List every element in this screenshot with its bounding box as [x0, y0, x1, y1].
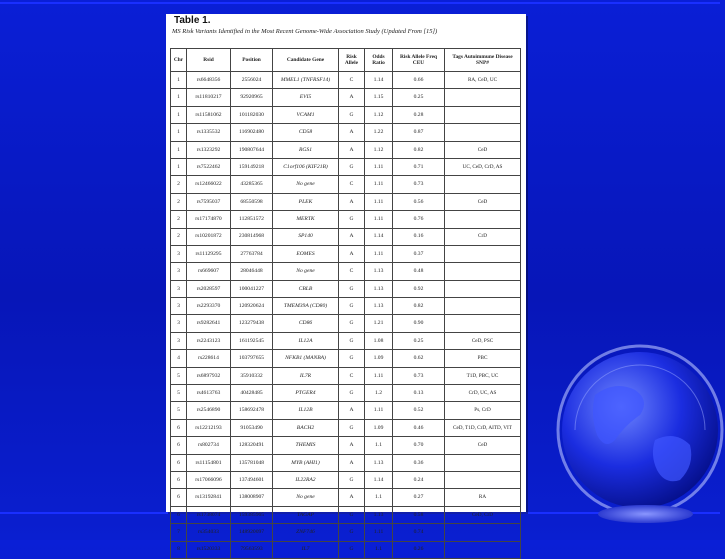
cell-position: 135781048 — [231, 454, 273, 471]
cell-disease — [445, 263, 521, 280]
table-caption: MS Risk Variants Identified in the Most Recent Genome-Wide Association Study (Updated From [15]) — [172, 28, 438, 35]
cell-risk-allele: C — [339, 367, 365, 384]
cell-chr: 1 — [171, 72, 187, 89]
cell-chr: 3 — [171, 315, 187, 332]
table-header-row — [171, 49, 521, 72]
cell-position: 148920097 — [231, 524, 273, 541]
cell-rsid: rs12212193 — [187, 419, 231, 436]
table-row — [171, 280, 521, 297]
cell-chr: 3 — [171, 280, 187, 297]
cell-gene: RGS1 — [273, 141, 339, 158]
cell-chr: 1 — [171, 158, 187, 175]
table-row — [171, 158, 521, 175]
cell-position: 35910332 — [231, 367, 273, 384]
cell-odds-ratio: 1.11 — [365, 158, 393, 175]
cell-chr: 6 — [171, 437, 187, 454]
table-row — [171, 367, 521, 384]
cell-gene: No gene — [273, 489, 339, 506]
column-header: Tags Autoimmune Disease SNP# — [445, 49, 521, 72]
cell-risk-allele: A — [339, 228, 365, 245]
cell-gene: IL12B — [273, 402, 339, 419]
cell-position: 158692478 — [231, 402, 273, 419]
cell-gene: TMEM39A (CD80) — [273, 298, 339, 315]
cell-rsid: rs9282641 — [187, 315, 231, 332]
cell-allele-freq: 0.82 — [393, 298, 445, 315]
cell-position: 159385965 — [231, 506, 273, 523]
cell-risk-allele: G — [339, 419, 365, 436]
globe-icon — [555, 345, 725, 515]
cell-risk-allele: G — [339, 506, 365, 523]
cell-position: 91053490 — [231, 419, 273, 436]
cell-odds-ratio: 1.11 — [365, 211, 393, 228]
cell-odds-ratio: 1.11 — [365, 402, 393, 419]
cell-risk-allele: A — [339, 89, 365, 106]
cell-chr: 3 — [171, 245, 187, 262]
table-row — [171, 106, 521, 123]
cell-odds-ratio: 1.11 — [365, 245, 393, 262]
cell-gene: BACH2 — [273, 419, 339, 436]
cell-disease — [445, 89, 521, 106]
cell-gene: VCAM1 — [273, 106, 339, 123]
cell-position: 92920965 — [231, 89, 273, 106]
cell-allele-freq: 0.58 — [393, 506, 445, 523]
cell-odds-ratio: 1.21 — [365, 315, 393, 332]
cell-odds-ratio: 1.12 — [365, 106, 393, 123]
cell-allele-freq: 0.76 — [393, 211, 445, 228]
cell-position: 79563593 — [231, 541, 273, 558]
cell-odds-ratio: 1.11 — [365, 367, 393, 384]
column-header: Chr — [171, 49, 187, 72]
cell-gene: No gene — [273, 263, 339, 280]
globe-stand — [598, 505, 693, 523]
cell-rsid: rs4613763 — [187, 385, 231, 402]
cell-allele-freq: 0.28 — [393, 106, 445, 123]
cell-rsid: rs11581062 — [187, 106, 231, 123]
cell-chr: 3 — [171, 263, 187, 280]
cell-rsid: rs7595037 — [187, 193, 231, 210]
cell-disease: Ps, CrD — [445, 402, 521, 419]
cell-disease — [445, 106, 521, 123]
cell-position: 43285365 — [231, 176, 273, 193]
cell-position: 161192545 — [231, 332, 273, 349]
table-title: Table 1. — [174, 15, 211, 26]
cell-gene: PTGER4 — [273, 385, 339, 402]
cell-risk-allele: G — [339, 471, 365, 488]
cell-allele-freq: 0.70 — [393, 437, 445, 454]
cell-gene: THEMIS — [273, 437, 339, 454]
table-row — [171, 315, 521, 332]
cell-allele-freq: 0.74 — [393, 524, 445, 541]
table-row — [171, 193, 521, 210]
column-header: Position — [231, 49, 273, 72]
cell-risk-allele: A — [339, 402, 365, 419]
cell-disease — [445, 245, 521, 262]
cell-risk-allele: A — [339, 437, 365, 454]
cell-disease — [445, 471, 521, 488]
cell-odds-ratio: 1.13 — [365, 506, 393, 523]
cell-risk-allele: G — [339, 298, 365, 315]
cell-odds-ratio: 1.12 — [365, 141, 393, 158]
cell-odds-ratio: 1.11 — [365, 176, 393, 193]
cell-chr: 6 — [171, 419, 187, 436]
cell-allele-freq: 0.16 — [393, 228, 445, 245]
cell-rsid: rs17066096 — [187, 471, 231, 488]
cell-risk-allele: A — [339, 193, 365, 210]
cell-disease: CrD, UC, AS — [445, 385, 521, 402]
cell-rsid: rs1520333 — [187, 541, 231, 558]
cell-gene: CBLB — [273, 280, 339, 297]
table-row — [171, 454, 521, 471]
cell-position: 120920624 — [231, 298, 273, 315]
cell-chr: 2 — [171, 193, 187, 210]
cell-chr: 4 — [171, 350, 187, 367]
cell-gene: SP140 — [273, 228, 339, 245]
cell-risk-allele: C — [339, 263, 365, 280]
cell-position: 123279438 — [231, 315, 273, 332]
cell-disease: RA, CeD, UC — [445, 72, 521, 89]
cell-rsid: rs6897932 — [187, 367, 231, 384]
risk-variants-table — [170, 48, 521, 559]
cell-rsid: rs12466022 — [187, 176, 231, 193]
cell-position: 159149218 — [231, 158, 273, 175]
table-row — [171, 402, 521, 419]
cell-rsid: rs2028597 — [187, 280, 231, 297]
cell-rsid: rs17174870 — [187, 211, 231, 228]
cell-gene: CD58 — [273, 124, 339, 141]
cell-risk-allele: A — [339, 454, 365, 471]
cell-allele-freq: 0.52 — [393, 402, 445, 419]
table-row — [171, 72, 521, 89]
cell-odds-ratio: 1.08 — [365, 332, 393, 349]
cell-chr: 2 — [171, 228, 187, 245]
cell-gene: MMEL1 (TNFRSF14) — [273, 72, 339, 89]
cell-rsid: rs2546890 — [187, 402, 231, 419]
cell-rsid: rs1335532 — [187, 124, 231, 141]
cell-disease: CeD — [445, 141, 521, 158]
cell-position: 190807644 — [231, 141, 273, 158]
cell-risk-allele: C — [339, 176, 365, 193]
cell-rsid: rs228614 — [187, 350, 231, 367]
cell-chr: 2 — [171, 211, 187, 228]
cell-odds-ratio: 1.11 — [365, 193, 393, 210]
cell-rsid: rs11154801 — [187, 454, 231, 471]
cell-disease: UC, CeD, CrD, AS — [445, 158, 521, 175]
cell-risk-allele: G — [339, 158, 365, 175]
cell-allele-freq: 0.56 — [393, 193, 445, 210]
cell-allele-freq: 0.71 — [393, 158, 445, 175]
table-row — [171, 489, 521, 506]
cell-allele-freq: 0.25 — [393, 89, 445, 106]
cell-gene: IL12A — [273, 332, 339, 349]
cell-odds-ratio: 1.13 — [365, 280, 393, 297]
cell-disease: CrD — [445, 228, 521, 245]
column-header: Risk Allele Freq CEU — [393, 49, 445, 72]
cell-disease: CeD, T1D, CrD, AITD, VIT — [445, 419, 521, 436]
cell-disease — [445, 298, 521, 315]
cell-allele-freq: 0.13 — [393, 385, 445, 402]
cell-chr: 1 — [171, 106, 187, 123]
cell-position: 112851572 — [231, 211, 273, 228]
cell-odds-ratio: 1.1 — [365, 489, 393, 506]
cell-odds-ratio: 1.14 — [365, 471, 393, 488]
cell-rsid: rs802734 — [187, 437, 231, 454]
cell-gene: CD86 — [273, 315, 339, 332]
slide-top-rule — [0, 2, 720, 4]
cell-rsid: rs11810217 — [187, 89, 231, 106]
cell-disease — [445, 315, 521, 332]
cell-position: 27763784 — [231, 245, 273, 262]
cell-rsid: rs1738074 — [187, 506, 231, 523]
cell-gene: EVI5 — [273, 89, 339, 106]
cell-allele-freq: 0.48 — [393, 263, 445, 280]
cell-position: 137494601 — [231, 471, 273, 488]
cell-allele-freq: 0.87 — [393, 124, 445, 141]
cell-allele-freq: 0.25 — [393, 332, 445, 349]
cell-gene: C1orf106 (KIF21B) — [273, 158, 339, 175]
cell-gene: PLEK — [273, 193, 339, 210]
cell-chr: 3 — [171, 298, 187, 315]
table-row — [171, 141, 521, 158]
column-header: Risk Allele — [339, 49, 365, 72]
cell-rsid: rs6648356 — [187, 72, 231, 89]
cell-risk-allele: G — [339, 541, 365, 558]
cell-chr: 7 — [171, 524, 187, 541]
cell-risk-allele: G — [339, 211, 365, 228]
cell-risk-allele: A — [339, 124, 365, 141]
cell-position: 116902480 — [231, 124, 273, 141]
table-row — [171, 245, 521, 262]
cell-disease: RA — [445, 489, 521, 506]
cell-allele-freq: 0.24 — [393, 471, 445, 488]
cell-chr: 8 — [171, 541, 187, 558]
cell-chr: 1 — [171, 141, 187, 158]
cell-rsid: rs13192841 — [187, 489, 231, 506]
cell-rsid: rs2293370 — [187, 298, 231, 315]
table-row — [171, 437, 521, 454]
cell-odds-ratio: 1.1 — [365, 541, 393, 558]
cell-odds-ratio: 1.2 — [365, 385, 393, 402]
cell-gene: No gene — [273, 176, 339, 193]
table-row — [171, 176, 521, 193]
cell-chr: 6 — [171, 454, 187, 471]
cell-chr: 1 — [171, 89, 187, 106]
cell-position: 128320491 — [231, 437, 273, 454]
table-row — [171, 332, 521, 349]
cell-gene: TAGAP — [273, 506, 339, 523]
cell-gene: MYB (AHI1) — [273, 454, 339, 471]
table-row — [171, 350, 521, 367]
cell-gene: MERTK — [273, 211, 339, 228]
cell-odds-ratio: 1.14 — [365, 228, 393, 245]
cell-allele-freq: 0.62 — [393, 350, 445, 367]
table-row — [171, 524, 521, 541]
cell-gene: EOMES — [273, 245, 339, 262]
cell-position: 40428485 — [231, 385, 273, 402]
cell-chr: 6 — [171, 489, 187, 506]
cell-risk-allele: G — [339, 332, 365, 349]
cell-chr: 6 — [171, 506, 187, 523]
cell-odds-ratio: 1.09 — [365, 419, 393, 436]
cell-risk-allele: G — [339, 280, 365, 297]
table-row — [171, 506, 521, 523]
cell-disease — [445, 124, 521, 141]
cell-position: 2556024 — [231, 72, 273, 89]
cell-gene: IL22RA2 — [273, 471, 339, 488]
cell-allele-freq: 0.90 — [393, 315, 445, 332]
cell-position: 138008907 — [231, 489, 273, 506]
cell-odds-ratio: 1.1 — [365, 437, 393, 454]
cell-disease — [445, 541, 521, 558]
table-row — [171, 124, 521, 141]
cell-disease — [445, 280, 521, 297]
cell-chr: 2 — [171, 176, 187, 193]
table-row — [171, 298, 521, 315]
cell-risk-allele: G — [339, 106, 365, 123]
table-row — [171, 263, 521, 280]
cell-chr: 5 — [171, 385, 187, 402]
cell-allele-freq: 0.73 — [393, 367, 445, 384]
cell-disease: CeD — [445, 193, 521, 210]
table-row — [171, 419, 521, 436]
cell-disease: CeD — [445, 437, 521, 454]
cell-chr: 6 — [171, 471, 187, 488]
cell-risk-allele: C — [339, 72, 365, 89]
table-row — [171, 89, 521, 106]
cell-allele-freq: 0.92 — [393, 280, 445, 297]
cell-disease — [445, 211, 521, 228]
table-row — [171, 211, 521, 228]
cell-rsid: rs7522462 — [187, 158, 231, 175]
cell-rsid: rs1323292 — [187, 141, 231, 158]
cell-rsid: rs354033 — [187, 524, 231, 541]
cell-odds-ratio: 1.13 — [365, 263, 393, 280]
table-row — [171, 541, 521, 558]
cell-odds-ratio: 1.14 — [365, 72, 393, 89]
cell-gene: IL7 — [273, 541, 339, 558]
cell-risk-allele: A — [339, 245, 365, 262]
cell-chr: 5 — [171, 367, 187, 384]
cell-allele-freq: 0.46 — [393, 419, 445, 436]
cell-position: 101182030 — [231, 106, 273, 123]
cell-position: 28046448 — [231, 263, 273, 280]
cell-position: 103797655 — [231, 350, 273, 367]
cell-allele-freq: 0.73 — [393, 176, 445, 193]
cell-allele-freq: 0.26 — [393, 541, 445, 558]
cell-position: 230814968 — [231, 228, 273, 245]
cell-allele-freq: 0.82 — [393, 141, 445, 158]
cell-gene: ZNF746 — [273, 524, 339, 541]
cell-position: 100041227 — [231, 280, 273, 297]
cell-risk-allele: G — [339, 350, 365, 367]
cell-odds-ratio: 1.15 — [365, 89, 393, 106]
cell-chr: 1 — [171, 124, 187, 141]
cell-odds-ratio: 1.13 — [365, 454, 393, 471]
table-row — [171, 385, 521, 402]
cell-allele-freq: 0.27 — [393, 489, 445, 506]
cell-disease: CeD, CrD — [445, 506, 521, 523]
cell-disease — [445, 454, 521, 471]
cell-chr: 3 — [171, 332, 187, 349]
cell-position: 68550598 — [231, 193, 273, 210]
cell-odds-ratio: 1.22 — [365, 124, 393, 141]
cell-odds-ratio: 1.11 — [365, 524, 393, 541]
cell-rsid: rs11129295 — [187, 245, 231, 262]
cell-disease — [445, 524, 521, 541]
cell-disease — [445, 176, 521, 193]
column-header: Rsid — [187, 49, 231, 72]
cell-gene: NFKB1 (MANBA) — [273, 350, 339, 367]
column-header: Odds Ratio — [365, 49, 393, 72]
cell-allele-freq: 0.36 — [393, 454, 445, 471]
cell-risk-allele: A — [339, 141, 365, 158]
cell-risk-allele: G — [339, 524, 365, 541]
cell-odds-ratio: 1.13 — [365, 298, 393, 315]
cell-rsid: rs10201872 — [187, 228, 231, 245]
document-page — [166, 14, 526, 553]
table-row — [171, 471, 521, 488]
cell-odds-ratio: 1.09 — [365, 350, 393, 367]
cell-disease: PBC — [445, 350, 521, 367]
cell-risk-allele: G — [339, 385, 365, 402]
cell-risk-allele: A — [339, 489, 365, 506]
cell-allele-freq: 0.37 — [393, 245, 445, 262]
cell-risk-allele: G — [339, 315, 365, 332]
table-row — [171, 228, 521, 245]
cell-disease: CeD, PSC — [445, 332, 521, 349]
column-header: Candidate Gene — [273, 49, 339, 72]
cell-allele-freq: 0.66 — [393, 72, 445, 89]
cell-chr: 5 — [171, 402, 187, 419]
cell-rsid: rs669607 — [187, 263, 231, 280]
cell-rsid: rs2243123 — [187, 332, 231, 349]
cell-disease: T1D, PBC, UC — [445, 367, 521, 384]
cell-gene: IL7R — [273, 367, 339, 384]
